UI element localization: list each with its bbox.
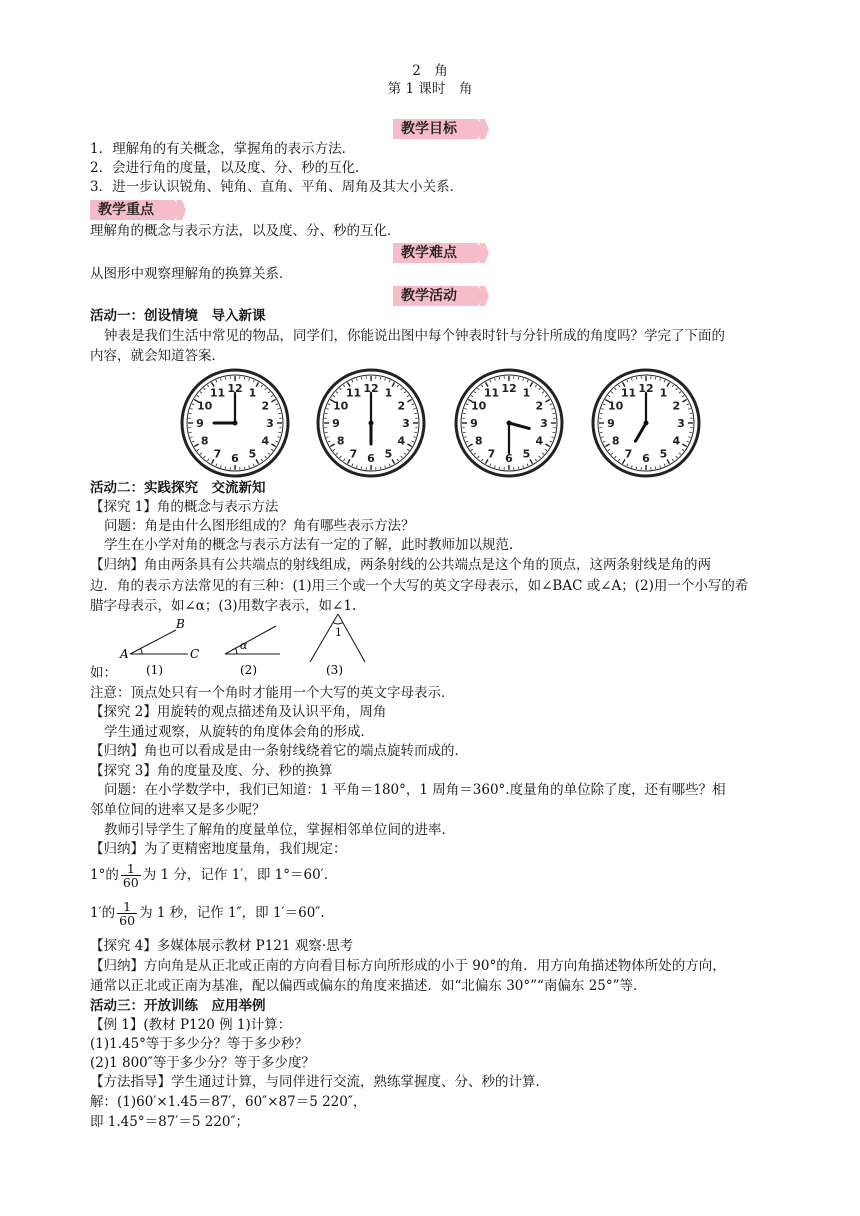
summary-1-line-2: 边．角的表示方法常见的有三种：(1)用三个或一个大写的英文字母表示，如∠BAC 或∠A；(2)用一个小写的希	[90, 578, 749, 594]
clock-number: 1	[384, 386, 393, 400]
clock-tick	[361, 377, 362, 379]
summary-4-line-1: 【归纳】方向角是从正北或正南的方向看目标方向所形成的小于 90°的角．用方向角描述物体所处的方向，	[90, 958, 726, 974]
clock-tick	[600, 413, 602, 414]
clock-number: 9	[332, 417, 340, 430]
clock-tick	[553, 413, 555, 414]
clock-number: 12	[363, 382, 379, 395]
clock-tick	[361, 467, 362, 469]
clock-number: 7	[624, 447, 633, 461]
clock-number: 10	[608, 399, 624, 413]
clock-tick	[499, 377, 500, 379]
clock-3	[454, 368, 564, 478]
clock-number: 12	[638, 382, 654, 395]
clock-center	[369, 421, 374, 426]
clock-tick	[325, 432, 327, 433]
clock-number: 7	[213, 447, 222, 461]
difficulty-badge: 教学难点	[393, 243, 489, 263]
clock-number: 6	[505, 452, 513, 465]
clock-number: 10	[471, 399, 487, 413]
angle-figure-2	[225, 626, 280, 654]
clock-tick	[279, 432, 281, 433]
clock-tick	[380, 467, 381, 469]
goal-item-3: 3．进一步认识锐角、钝角、直角、平角、周角及其大小关系．	[90, 179, 464, 195]
clock-tick	[415, 413, 417, 414]
explore-4-title: 【探究 4】多媒体展示教材 P121 观察·思考	[90, 938, 354, 954]
clock-number: 10	[197, 399, 213, 413]
clock-number: 2	[261, 399, 270, 413]
clock-tick	[244, 377, 245, 379]
clock-number: 4	[261, 434, 270, 448]
activity-badge: 教学活动	[393, 286, 489, 306]
label-a: A	[120, 647, 129, 661]
explore-2-student: 学生通过观察，从旋转的角度体会角的形成．	[104, 724, 374, 740]
caption-1: (1)	[146, 663, 163, 677]
clock-number: 7	[487, 447, 496, 461]
example-1-part-2: (2)1 800″等于多少分？等于多少度？	[90, 1055, 315, 1071]
clock-tick	[690, 432, 692, 433]
clock-number: 1	[248, 386, 257, 400]
clock-number: 8	[200, 434, 209, 448]
example-1-part-1: (1)1.45°等于多少分？等于多少秒？	[90, 1036, 308, 1052]
summary-2: 【归纳】角也可以看成是由一条射线绕着它的端点旋转而成的．	[90, 743, 468, 759]
clock-number: 2	[672, 399, 681, 413]
clock-number: 8	[336, 434, 345, 448]
clock-number: 4	[397, 434, 406, 448]
activity-3-heading: 活动三：开放训练 应用举例	[90, 998, 266, 1014]
clock-tick	[463, 432, 465, 433]
explore-3-question-1: 问题：在小学数学中，我们已知道：1 平角＝180°，1 周角＝360°.度量角的单位除了度，还有哪些？相	[104, 782, 726, 798]
clock-tick	[225, 467, 226, 469]
caption-3: (3)	[326, 663, 343, 677]
angle-figures	[90, 612, 390, 684]
activity-1-line-2: 内容，就会知道答案．	[90, 348, 225, 364]
clock-number: 8	[474, 434, 483, 448]
clock-number: 3	[677, 417, 685, 430]
clock-number: 1	[522, 386, 531, 400]
summary-4-line-2: 通常以正北或正南为基准，配以偏西或偏东的角度来描述．如“北偏东 30°”“南偏东 25°”等．	[90, 978, 647, 994]
summary-1-line-3: 腊字母表示，如∠α；(3)用数字表示，如∠1.	[90, 598, 357, 614]
clock-tick	[499, 467, 500, 469]
caption-2: (2)	[240, 663, 257, 677]
clock-number: 3	[540, 417, 548, 430]
activity-1-heading: 活动一：创设情境 导入新课	[90, 308, 266, 324]
label-one: 1	[335, 626, 342, 639]
method-guide: 【方法指导】学生通过计算，与同伴进行交流，熟练掌握度、分、秒的计算．	[90, 1074, 549, 1090]
clock-tick	[600, 432, 602, 433]
clock-tick	[518, 377, 519, 379]
explore-1-student: 学生在小学对角的概念与表示方法有一定的了解，此时教师加以规范．	[104, 537, 523, 553]
clock-1	[180, 368, 290, 478]
clock-tick	[189, 432, 191, 433]
clock-number: 5	[659, 447, 668, 461]
clock-number: 5	[248, 447, 257, 461]
clock-number: 7	[349, 447, 358, 461]
clock-tick	[225, 377, 226, 379]
explore-3-question-2: 邻单位间的进率又是多少呢？	[90, 802, 266, 818]
activity-1-line-1: 钟表是我们生活中常见的物品，同学们，你能说出图中每个钟表时针与分针所成的角度吗？学完了下面的	[104, 328, 725, 344]
clock-tick	[415, 432, 417, 433]
solution-line-2: 即 1.45°＝87′＝5 220″；	[90, 1114, 250, 1130]
note-text: 注意：顶点处只有一个角时才能用一个大写的英文字母表示．	[90, 685, 455, 701]
clock-number: 8	[611, 434, 620, 448]
clock-number: 11	[209, 386, 226, 400]
clock-tick	[690, 413, 692, 414]
explore-2-title: 【探究 2】用旋转的观点描述角及认识平角，周角	[90, 704, 387, 720]
explore-3-title: 【探究 3】角的度量及度、分、秒的换算	[90, 763, 333, 779]
clock-number: 9	[196, 417, 204, 430]
clock-number: 2	[535, 399, 544, 413]
clock-number: 12	[501, 382, 517, 395]
clock-number: 11	[483, 386, 500, 400]
clock-number: 11	[345, 386, 362, 400]
clock-tick	[636, 377, 637, 379]
label-b: B	[176, 617, 185, 631]
minute-rule: 1′的 $\frac{1}{60}$ 为 1 秒，记作 1″，即 1′＝60″.	[90, 899, 325, 928]
clock-tick	[380, 377, 381, 379]
clock-number: 6	[367, 452, 375, 465]
clock-number: 3	[402, 417, 410, 430]
fraction-1-60: $\frac{1}{60}$	[119, 899, 136, 928]
solution-line-1: 解：(1)60′×1.45＝87′，60″×87＝5 220″，	[90, 1094, 367, 1110]
clock-number: 5	[522, 447, 531, 461]
fraction-1-60: $\frac{1}{60}$	[122, 861, 139, 890]
clock-tick	[636, 467, 637, 469]
clock-tick	[463, 413, 465, 414]
clock-tick	[655, 377, 656, 379]
label-c: C	[190, 647, 200, 661]
clock-tick	[655, 467, 656, 469]
summary-1-line-1: 【归纳】角由两条具有公共端点的射线组成，两条射线的公共端点是这个角的顶点，这两条射线是角的两	[90, 557, 711, 573]
clock-number: 3	[266, 417, 274, 430]
clock-number: 5	[384, 447, 393, 461]
clock-tick	[553, 432, 555, 433]
clock-tick	[244, 467, 245, 469]
lesson-title: 2 角	[412, 63, 448, 79]
key-points-badge: 教学重点	[90, 200, 186, 220]
label-alpha: α	[240, 639, 248, 652]
explore-1-question: 问题：角是由什么图形组成的？角有哪些表示方法？	[104, 518, 415, 534]
clock-number: 9	[607, 417, 615, 430]
activity-2-heading: 活动二：实践探究 交流新知	[90, 480, 266, 496]
clock-4	[591, 368, 701, 478]
clock-center	[233, 421, 238, 426]
clock-number: 9	[470, 417, 478, 430]
clock-center	[507, 421, 512, 426]
lesson-subtitle: 第 1 课时 角	[387, 81, 473, 97]
teaching-goals-badge: 教学目标	[393, 119, 489, 139]
clock-center	[644, 421, 649, 426]
clock-number: 6	[231, 452, 239, 465]
clock-number: 6	[642, 452, 650, 465]
angle-figure-1	[130, 630, 188, 654]
example-1-title: 【例 1】(教材 P120 例 1)计算：	[90, 1017, 292, 1033]
clock-tick	[279, 413, 281, 414]
explore-1-title: 【探究 1】角的概念与表示方法	[90, 499, 279, 515]
clock-number: 4	[672, 434, 681, 448]
key-points-text: 理解角的概念与表示方法，以及度、分、秒的互化．	[90, 223, 401, 239]
clock-2	[316, 368, 426, 478]
clock-tick	[189, 413, 191, 414]
clock-number: 12	[227, 382, 243, 395]
summary-3: 【归纳】为了更精密地度量角，我们规定：	[90, 841, 347, 857]
clock-number: 4	[535, 434, 544, 448]
figure-prefix: 如：	[90, 665, 117, 681]
goal-item-1: 1．理解角的有关概念，掌握角的表示方法．	[90, 141, 356, 157]
clock-number: 11	[620, 386, 637, 400]
clock-number: 1	[659, 386, 668, 400]
clock-number: 10	[333, 399, 349, 413]
difficulty-text: 从图形中观察理解角的换算关系．	[90, 266, 293, 282]
degree-rule: 1°的 $\frac{1}{60}$ 为 1 分，记作 1′，即 1°＝60′.	[90, 861, 329, 890]
clock-tick	[325, 413, 327, 414]
explore-3-teacher: 教师引导学生了解角的度量单位，掌握相邻单位间的进率．	[104, 822, 455, 838]
clock-number: 2	[397, 399, 406, 413]
goal-item-2: 2．会进行角的度量，以及度、分、秒的互化．	[90, 160, 369, 176]
clock-tick	[518, 467, 519, 469]
